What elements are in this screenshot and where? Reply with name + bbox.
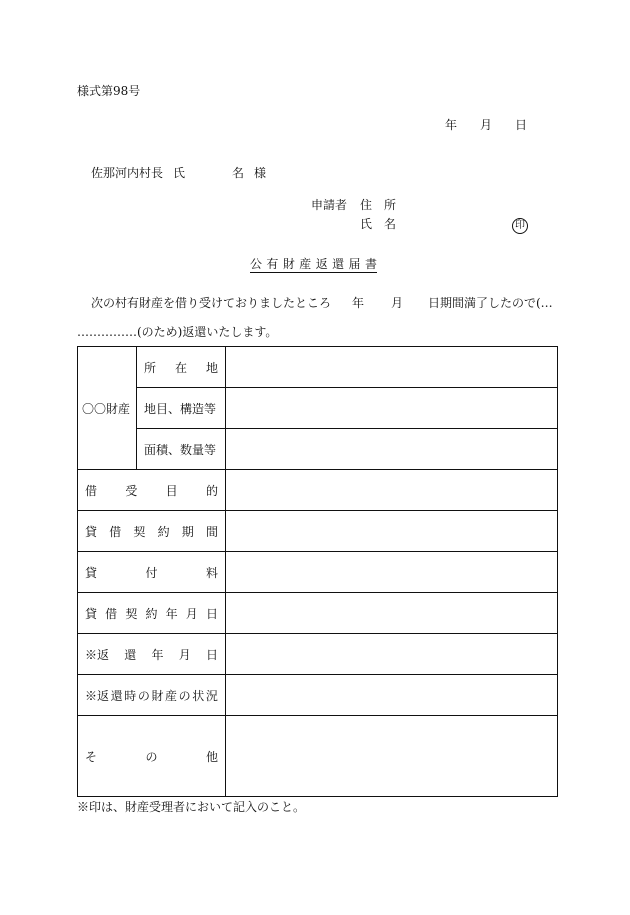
row-label-char: 還: [124, 647, 137, 662]
row-label-char: 貸: [85, 565, 98, 580]
land-structure-value-cell[interactable]: [226, 388, 558, 429]
address-char-2: 所: [383, 198, 396, 212]
sub-row-label-char: 在: [174, 360, 187, 375]
address-char-1: 住: [360, 198, 373, 212]
row-label-char: の: [145, 749, 158, 764]
row-label-char: 契: [125, 606, 138, 621]
row-label-char: 約: [157, 524, 170, 539]
row-label-char: 月: [178, 647, 191, 662]
table-row: [78, 347, 558, 388]
title-char: 財: [282, 257, 295, 271]
title-char: 書: [364, 257, 377, 271]
row-label-char: 付: [145, 565, 158, 580]
title-char: 有: [266, 257, 279, 271]
seal-mark-text: 印: [512, 218, 528, 234]
return-form-table: [77, 346, 558, 797]
row-label: [78, 675, 226, 716]
location-value-cell[interactable]: [226, 347, 558, 388]
row-label-char: 約: [145, 606, 158, 621]
row-label-char: 貸: [85, 606, 98, 621]
table-row: [78, 388, 558, 429]
name-char-1: 氏: [360, 217, 373, 231]
date-line: [445, 118, 527, 132]
sub-row-label-char: 地: [205, 360, 218, 375]
table-row: [78, 470, 558, 511]
row-label-char: 年: [151, 647, 164, 662]
row-label-char: 貸: [85, 524, 98, 539]
row-label: [78, 552, 226, 593]
row-label-char: 財: [151, 688, 164, 703]
applicant-name-label: [360, 217, 396, 231]
table-row: [78, 634, 558, 675]
title-char: 届: [348, 257, 361, 271]
other-value-cell[interactable]: [226, 716, 558, 797]
table-row: [78, 552, 558, 593]
row-label-char: 状: [192, 688, 205, 703]
row-label-char: 月: [185, 606, 198, 621]
body-line1-month: 月: [391, 296, 404, 310]
table-row: [78, 511, 558, 552]
row-label-char: そ: [85, 749, 98, 764]
sub-row-label-char: 面積、数量等: [144, 442, 217, 457]
row-label-char: 還: [110, 688, 123, 703]
row-label-char: 受: [125, 483, 138, 498]
row-label-char: 契: [133, 524, 146, 539]
title-char: 公: [250, 257, 263, 271]
row-label-char: 況: [205, 688, 218, 703]
seal-mark-icon: [512, 217, 528, 234]
form-number: 様式第98号: [77, 84, 141, 98]
row-label-char: 料: [205, 565, 218, 580]
addressee-mei: 名: [232, 166, 245, 180]
table-row: [78, 593, 558, 634]
row-label: [78, 593, 226, 634]
row-label-char: の: [137, 688, 150, 703]
row-label: [78, 634, 226, 675]
title-char: 返: [315, 257, 328, 271]
sub-row-label-char: 所: [144, 360, 157, 375]
row-label-char: 期: [181, 524, 194, 539]
sub-row-label-char: 地目、構造等: [144, 401, 217, 416]
contract-date-value-cell[interactable]: [226, 593, 558, 634]
addressee-shi: 氏: [173, 166, 186, 180]
applicant-label: 申請者: [311, 198, 348, 212]
row-label-char: 間: [205, 524, 218, 539]
footnote: ※印は、財産受理者において記入のこと。: [77, 800, 306, 814]
body-line1-start: 次の村有財産を借り受けておりましたところ: [91, 296, 332, 310]
table-row: [78, 716, 558, 797]
row-label-char: 年: [165, 606, 178, 621]
row-label: [78, 511, 226, 552]
table-row: [78, 429, 558, 470]
property-condition-value-cell[interactable]: [226, 675, 558, 716]
date-month: 月: [479, 118, 492, 132]
row-label-char: ※返: [85, 688, 110, 703]
property-group-label: 〇〇財産: [78, 347, 137, 470]
row-label-char: 借: [105, 606, 118, 621]
row-label-char: 日: [205, 606, 218, 621]
date-year: 年: [445, 118, 458, 132]
row-label-char: ※返: [85, 647, 110, 662]
title-char: 還: [332, 257, 345, 271]
applicant-address-label: [360, 198, 396, 212]
row-label: [78, 470, 226, 511]
title-char: 産: [299, 257, 312, 271]
return-date-value-cell[interactable]: [226, 634, 558, 675]
name-char-2: 名: [383, 217, 396, 231]
row-label-char: 時: [124, 688, 137, 703]
row-label-char: 産: [165, 688, 178, 703]
table-row: [78, 675, 558, 716]
sub-row-label: [137, 347, 226, 388]
lease-period-value-cell[interactable]: [226, 511, 558, 552]
row-label-char: 借: [85, 483, 98, 498]
row-label-char: 借: [109, 524, 122, 539]
body-line1-year: 年: [352, 296, 365, 310]
row-label-char: 的: [205, 483, 218, 498]
date-day: 日: [514, 118, 527, 132]
row-label-char: 目: [165, 483, 178, 498]
addressee-sama: 様: [254, 166, 267, 180]
rent-value-cell[interactable]: [226, 552, 558, 593]
row-label: [78, 716, 226, 797]
document-title: [250, 257, 377, 273]
body-line1-end: 日期間満了したので(…: [428, 296, 553, 310]
purpose-value-cell[interactable]: [226, 470, 558, 511]
row-label-char: の: [178, 688, 191, 703]
sub-row-label: [137, 429, 226, 470]
row-label-char: 他: [205, 749, 218, 764]
row-label-char: 日: [205, 647, 218, 662]
area-quantity-value-cell[interactable]: [226, 429, 558, 470]
addressee-prefix: 佐那河内村長: [91, 166, 164, 180]
body-line2: ……………(のため)返還いたします。: [77, 325, 278, 339]
sub-row-label: [137, 388, 226, 429]
